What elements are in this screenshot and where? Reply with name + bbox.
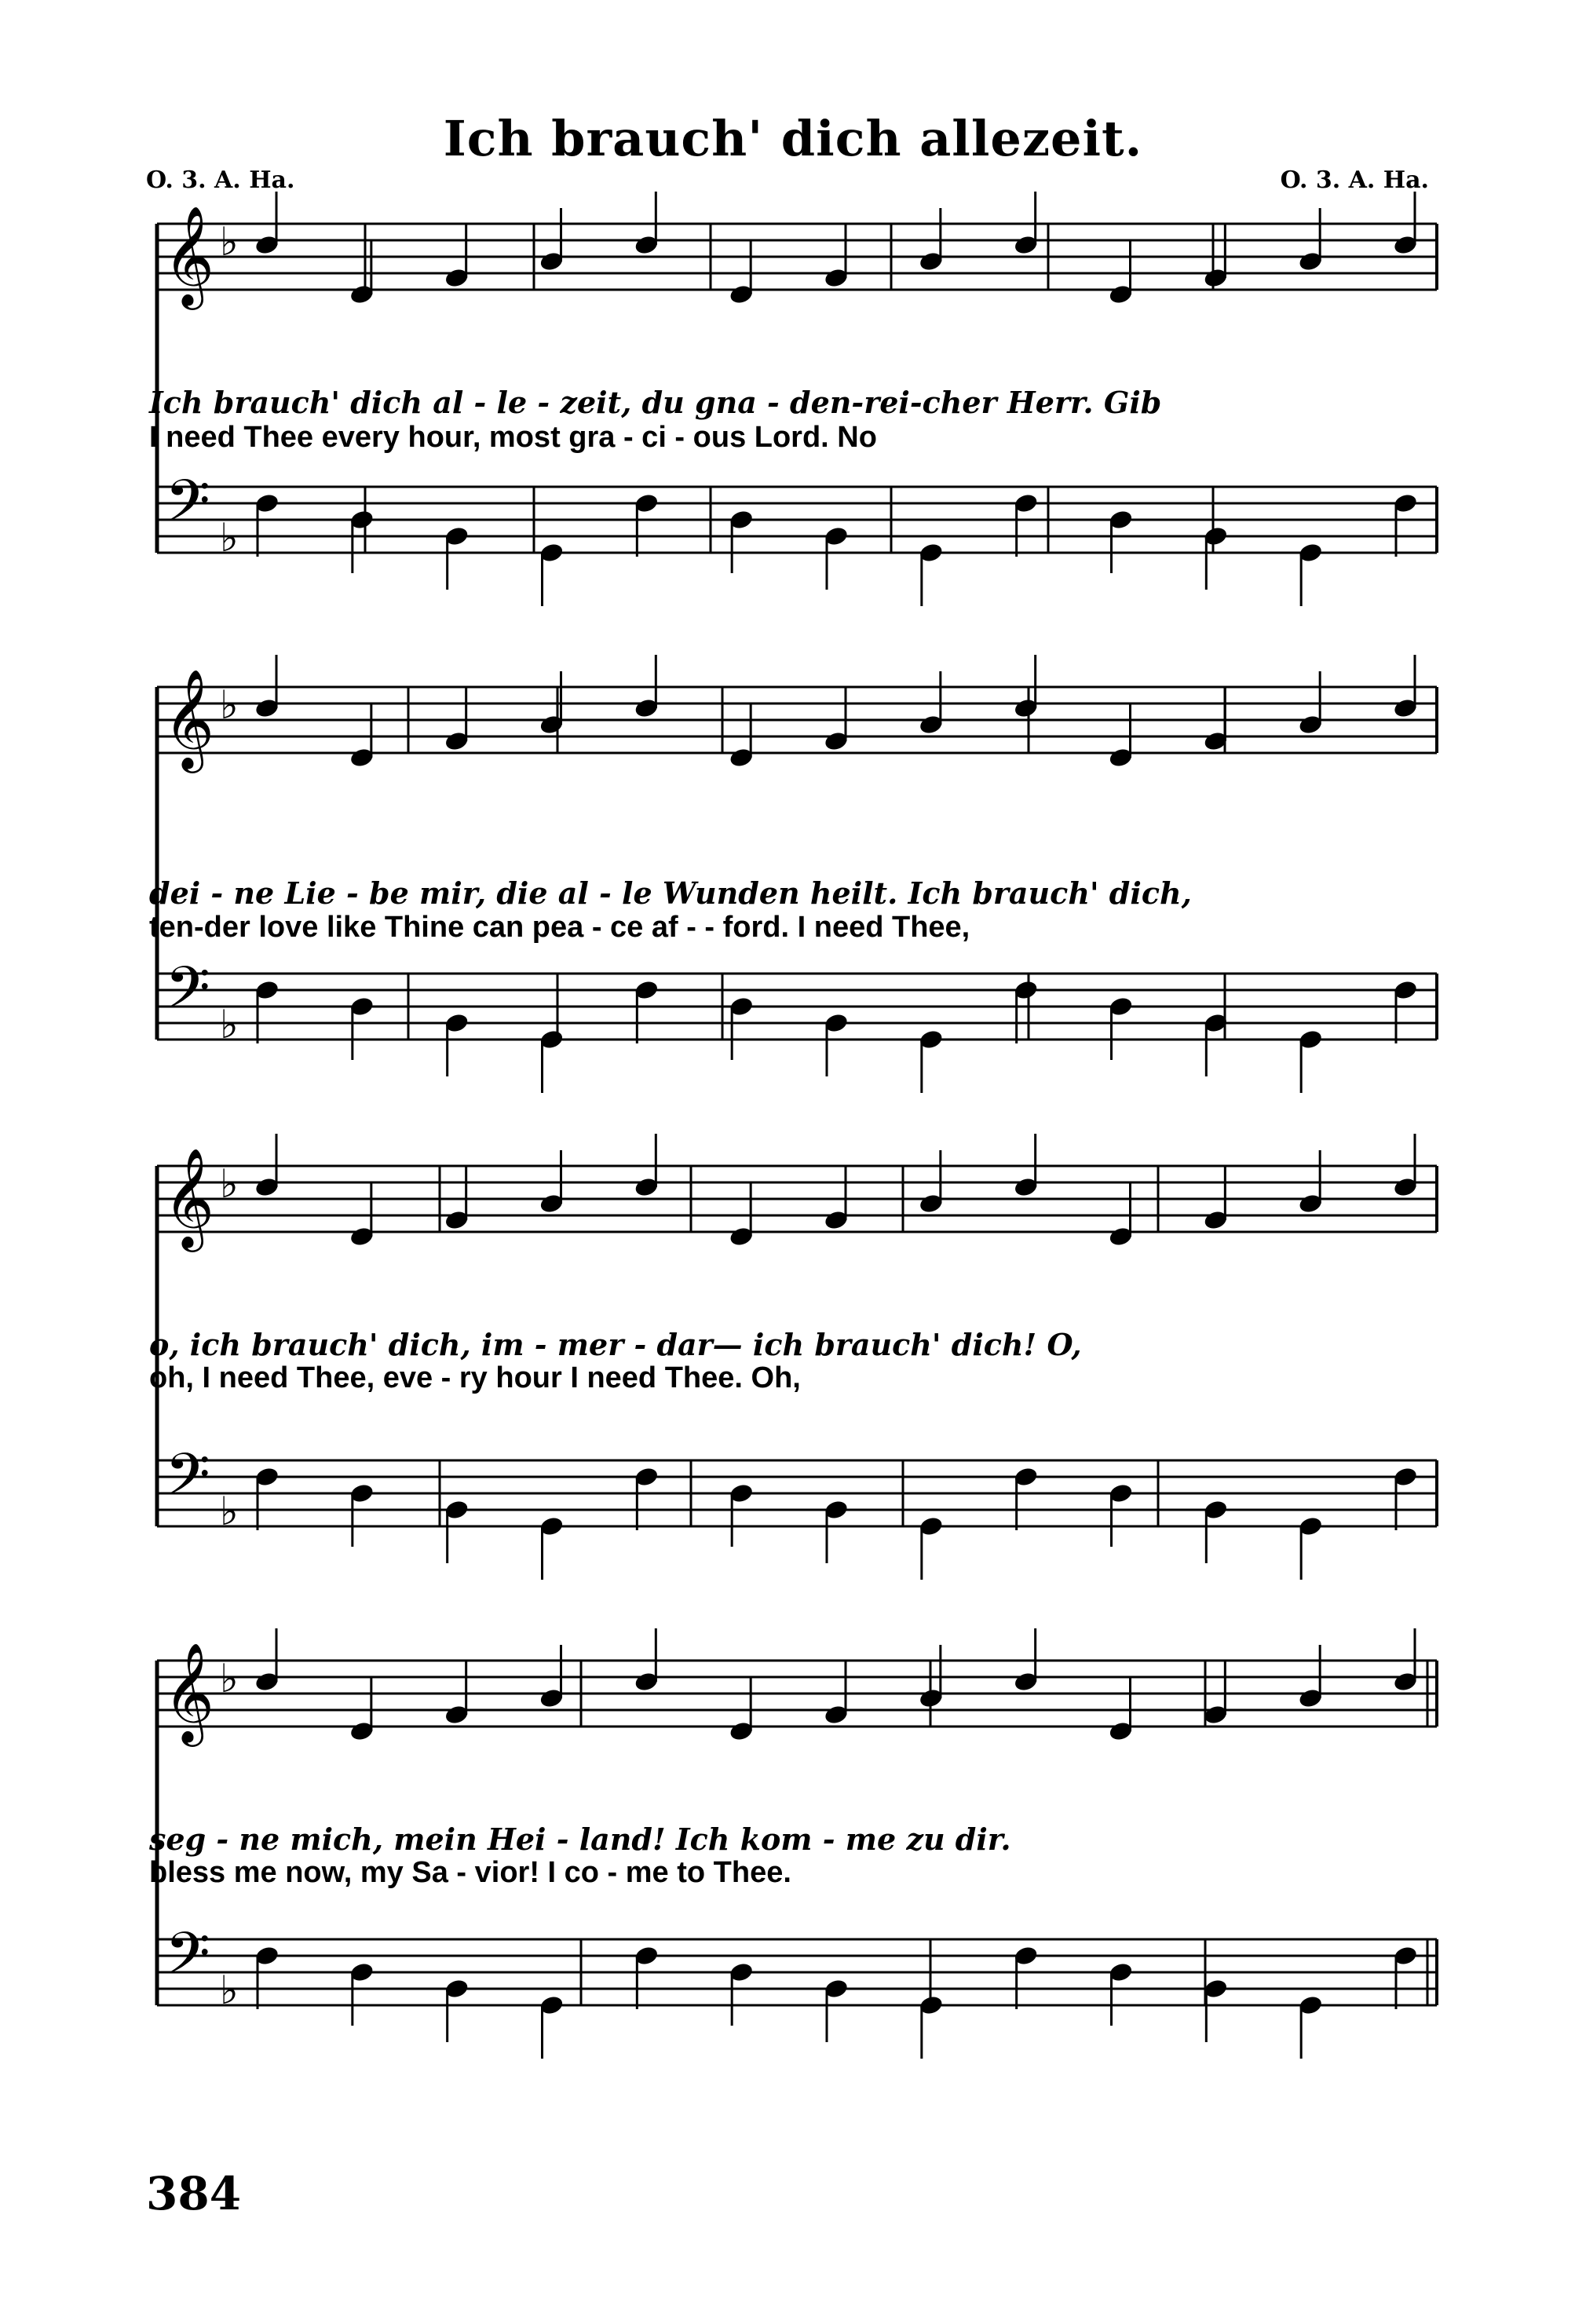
flat-icon-treble-1: ♭ (220, 219, 239, 265)
treble-clef-icon-3: 𝄞 (163, 1147, 215, 1248)
flat-icon-bass-2: ♭ (220, 1002, 239, 1047)
treble-clef-icon-1: 𝄞 (163, 205, 215, 305)
bass-staff-2 (157, 974, 1437, 1040)
treble-staff-3 (157, 1166, 1437, 1232)
lyric-german-1: Ich brauch' dich al - le - zeit, du gna - den-rei-cher Herr. Gib (149, 385, 1162, 420)
flat-icon-bass-4: ♭ (220, 1968, 239, 2013)
lyric-english-1: I need Thee every hour, most gra - ci - ous Lord. No (149, 421, 877, 454)
bass-clef-icon-3: 𝄢 (165, 1441, 210, 1523)
bass-clef-icon-1: 𝄢 (165, 467, 210, 550)
page-number: 384 (146, 2167, 242, 2220)
credit-right: O. 3. A. Ha. (1280, 166, 1429, 194)
lyric-german-3: o, ich brauch' dich, im - mer - dar— ich brauch' dich! O, (149, 1327, 1082, 1362)
treble-clef-icon-4: 𝄞 (163, 1642, 215, 1742)
lyric-german-4: seg - ne mich, mein Hei - land! Ich kom - me zu dir. (149, 1822, 1011, 1857)
lyric-english-2: ten-der love like Thine can pea - ce af - - ford. I need Thee, (149, 911, 970, 944)
treble-clef-icon-2: 𝄞 (163, 668, 215, 769)
treble-staff-2 (157, 687, 1437, 753)
flat-icon-treble-2: ♭ (220, 682, 239, 728)
lyric-english-4: bless me now, my Sa - vior! I co - me to Thee. (149, 1856, 791, 1889)
lyric-german-2: dei - ne Lie - be mir, die al - le Wunden heilt. Ich brauch' dich, (149, 875, 1192, 911)
lyric-english-3: oh, I need Thee, eve - ry hour I need Thee. Oh, (149, 1361, 801, 1394)
flat-icon-bass-1: ♭ (220, 515, 239, 561)
flat-icon-treble-3: ♭ (220, 1161, 239, 1207)
bass-staff-3 (157, 1460, 1437, 1526)
flat-icon-treble-4: ♭ (220, 1656, 239, 1701)
bass-staff-1 (157, 487, 1437, 553)
bass-clef-icon-4: 𝄢 (165, 1920, 210, 2002)
credit-left: O. 3. A. Ha. (146, 166, 295, 194)
hymn-title: Ich brauch' dich allezeit. (443, 110, 1143, 167)
bass-staff-4 (157, 1939, 1437, 2005)
treble-staff-1 (157, 224, 1437, 290)
treble-staff-4 (157, 1661, 1437, 1727)
bass-clef-icon-2: 𝄢 (165, 954, 210, 1036)
flat-icon-bass-3: ♭ (220, 1489, 239, 1534)
